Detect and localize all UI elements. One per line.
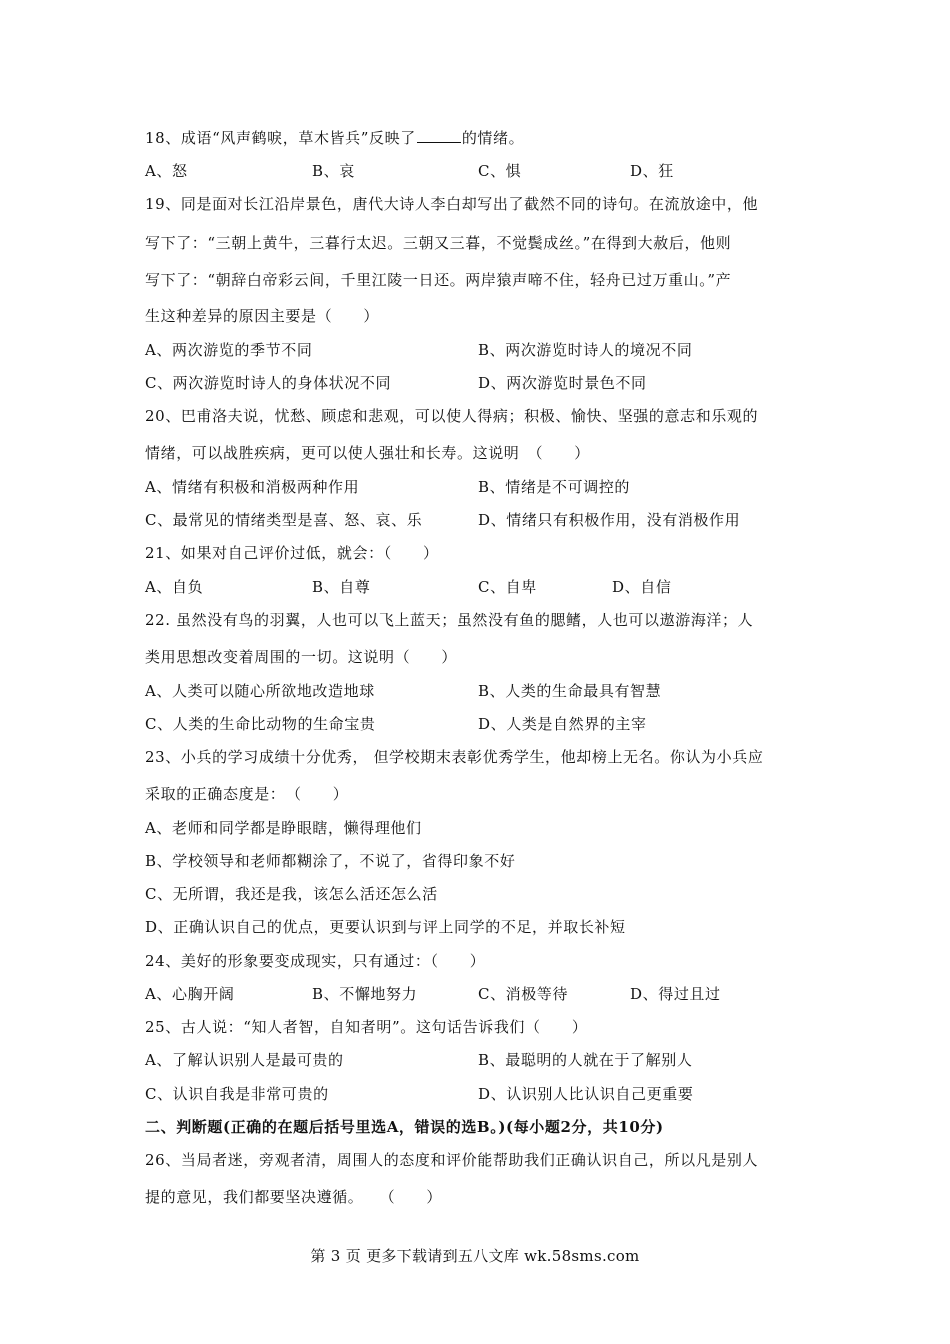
question-19-option-d: D、两次游览时景色不同: [478, 374, 647, 392]
question-21-option-c: C、自卑: [478, 578, 537, 596]
question-19-option-a: A、两次游览的季节不同: [145, 341, 313, 359]
question-20-option-a: A、情绪有积极和消极两种作用: [145, 478, 360, 496]
question-24-option-d: D、得过且过: [630, 985, 721, 1003]
question-20-line-1: 20、巴甫洛夫说，忧愁、顾虑和悲观，可以使人得病；积极、愉快、坚强的意志和乐观的: [145, 407, 759, 425]
answer-blank: [417, 128, 461, 143]
question-24-option-b: B、不懈地努力: [312, 985, 418, 1003]
page-footer: 第 3 页 更多下载请到五八文库 wk.58sms.com: [310, 1247, 640, 1265]
question-23-option-b: B、学校领导和老师都糊涂了，不说了，省得印象不好: [145, 852, 516, 870]
question-18-option-b: B、哀: [312, 162, 355, 180]
question-20-option-b: B、情绪是不可调控的: [478, 478, 631, 496]
question-22-option-a: A、人类可以随心所欲地改造地球: [145, 682, 375, 700]
question-18-option-c: C、惧: [478, 162, 522, 180]
question-21-option-b: B、自尊: [312, 578, 371, 596]
question-23-line-1: 23、小兵的学习成绩十分优秀， 但学校期末表彰优秀学生，他却榜上无名。你认为小兵应: [145, 748, 764, 766]
question-22-option-c: C、人类的生命比动物的生命宝贵: [145, 715, 376, 733]
question-18-option-d: D、狂: [630, 162, 674, 180]
question-19-line-4: 生这种差异的原因主要是（ ）: [145, 307, 380, 325]
question-26-line-2: 提的意见，我们都要坚决遵循。 （ ）: [145, 1188, 443, 1206]
question-25-option-a: A、了解认识别人是最可贵的: [145, 1051, 344, 1069]
question-25-option-c: C、认识自我是非常可贵的: [145, 1085, 329, 1103]
question-22-line-1: 22. 虽然没有鸟的羽翼，人也可以飞上蓝天；虽然没有鱼的腮鳍，人也可以遨游海洋；人: [145, 611, 754, 629]
question-21-option-d: D、自信: [612, 578, 672, 596]
question-23-option-d: D、正确认识自己的优点，更要认识到与评上同学的不足，并取长补短: [145, 918, 626, 936]
question-18-option-a: A、怒: [145, 162, 188, 180]
question-23-option-c: C、无所谓，我还是我，该怎么活还怎么活: [145, 885, 438, 903]
question-23-line-2: 采取的正确态度是： （ ）: [145, 785, 349, 803]
question-20-line-2: 情绪，可以战胜疾病，更可以使人强壮和长寿。这说明 （ ）: [145, 444, 590, 462]
question-22-line-2: 类用思想改变着周围的一切。这说明（ ）: [145, 648, 458, 666]
question-19-line-3: 写下了：“朝辞白帝彩云间，千里江陵一日还。两岸猿声啼不住，轻舟已过万重山。”产: [145, 271, 732, 289]
question-21-stem: 21、如果对自己评价过低，就会：（ ）: [145, 544, 439, 562]
question-24-stem: 24、美好的形象要变成现实，只有通过：（ ）: [145, 952, 486, 970]
section-heading: 二、判断题(正确的在题后括号里选A，错误的选B。)(每小题2分，共10分): [145, 1118, 664, 1136]
question-19-line-1: 19、同是面对长江沿岸景色，唐代大诗人李白却写出了截然不同的诗句。在流放途中，他: [145, 195, 759, 213]
question-19-option-b: B、两次游览时诗人的境况不同: [478, 341, 693, 359]
question-25-option-d: D、认识别人比认识自己更重要: [478, 1085, 694, 1103]
question-20-option-c: C、最常见的情绪类型是喜、怒、哀、乐: [145, 511, 423, 529]
question-22-option-b: B、人类的生命最具有智慧: [478, 682, 662, 700]
question-19-line-2: 写下了：“三朝上黄牛，三暮行太迟。三朝又三暮，不觉鬓成丝。”在得到大赦后，他则: [145, 234, 732, 252]
question-25-option-b: B、最聪明的人就在于了解别人: [478, 1051, 693, 1069]
question-21-option-a: A、自负: [145, 578, 204, 596]
question-19-option-c: C、两次游览时诗人的身体状况不同: [145, 374, 392, 392]
question-26-line-1: 26、当局者迷，旁观者清，周围人的态度和评价能帮助我们正确认识自己，所以凡是别人: [145, 1151, 759, 1169]
question-24-option-c: C、消极等待: [478, 985, 569, 1003]
question-23-option-a: A、老师和同学都是睁眼瞎，懒得理他们: [145, 819, 422, 837]
question-25-stem: 25、古人说：“知人者智，自知者明”。这句话告诉我们（ ）: [145, 1018, 588, 1036]
question-24-option-a: A、心胸开阔: [145, 985, 235, 1003]
question-22-option-d: D、人类是自然界的主宰: [478, 715, 647, 733]
question-20-option-d: D、情绪只有积极作用，没有消极作用: [478, 511, 741, 529]
question-18-stem: 18、成语“风声鹤唳，草木皆兵”反映了 的情绪。: [145, 129, 525, 147]
